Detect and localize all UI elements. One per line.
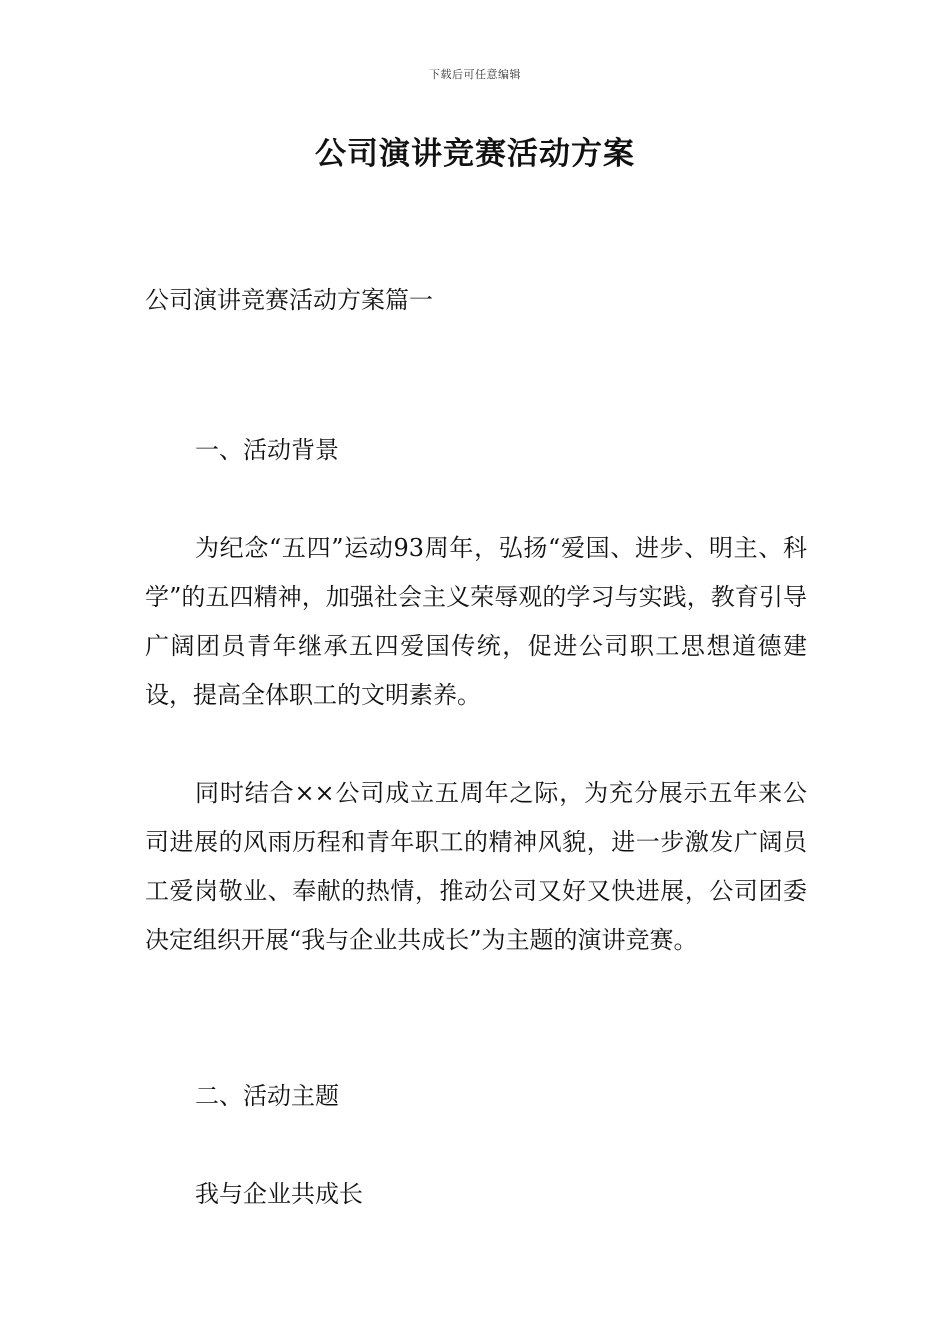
section-background-body (145, 524, 807, 965)
section-heading-background: 一、活动背景 (195, 436, 339, 464)
paragraph-background-2: 同时结合××公司成立五周年之际，为充分展示五年来公司进展的风雨历程和青年职工的精神风貌，进一步激发广阔员工爱岗敬业、奉献的热情，推动公司又好又快进展，公司团委决定组织开展“我与企业共成长”为主题的演讲竞赛。 (145, 779, 807, 954)
section-heading-theme: 二、活动主题 (195, 1082, 339, 1110)
header-note: 下载后可任意编辑 (429, 68, 521, 81)
part-title: 公司演讲竞赛活动方案篇一 (145, 286, 433, 314)
paragraph-theme-1: 我与企业共成长 (195, 1180, 363, 1208)
document-title: 公司演讲竞赛活动方案 (315, 136, 635, 172)
paragraph-background-1: 为纪念“五四”运动93周年，弘扬“爱国、进步、明主、科学”的五四精神，加强社会主义荣辱观的学习与实践，教育引导广阔团员青年继承五四爱国传统，促进公司职工思想道德建设，提高全体职工的文明素养。 (145, 534, 807, 709)
section-theme-body (145, 1170, 807, 1219)
